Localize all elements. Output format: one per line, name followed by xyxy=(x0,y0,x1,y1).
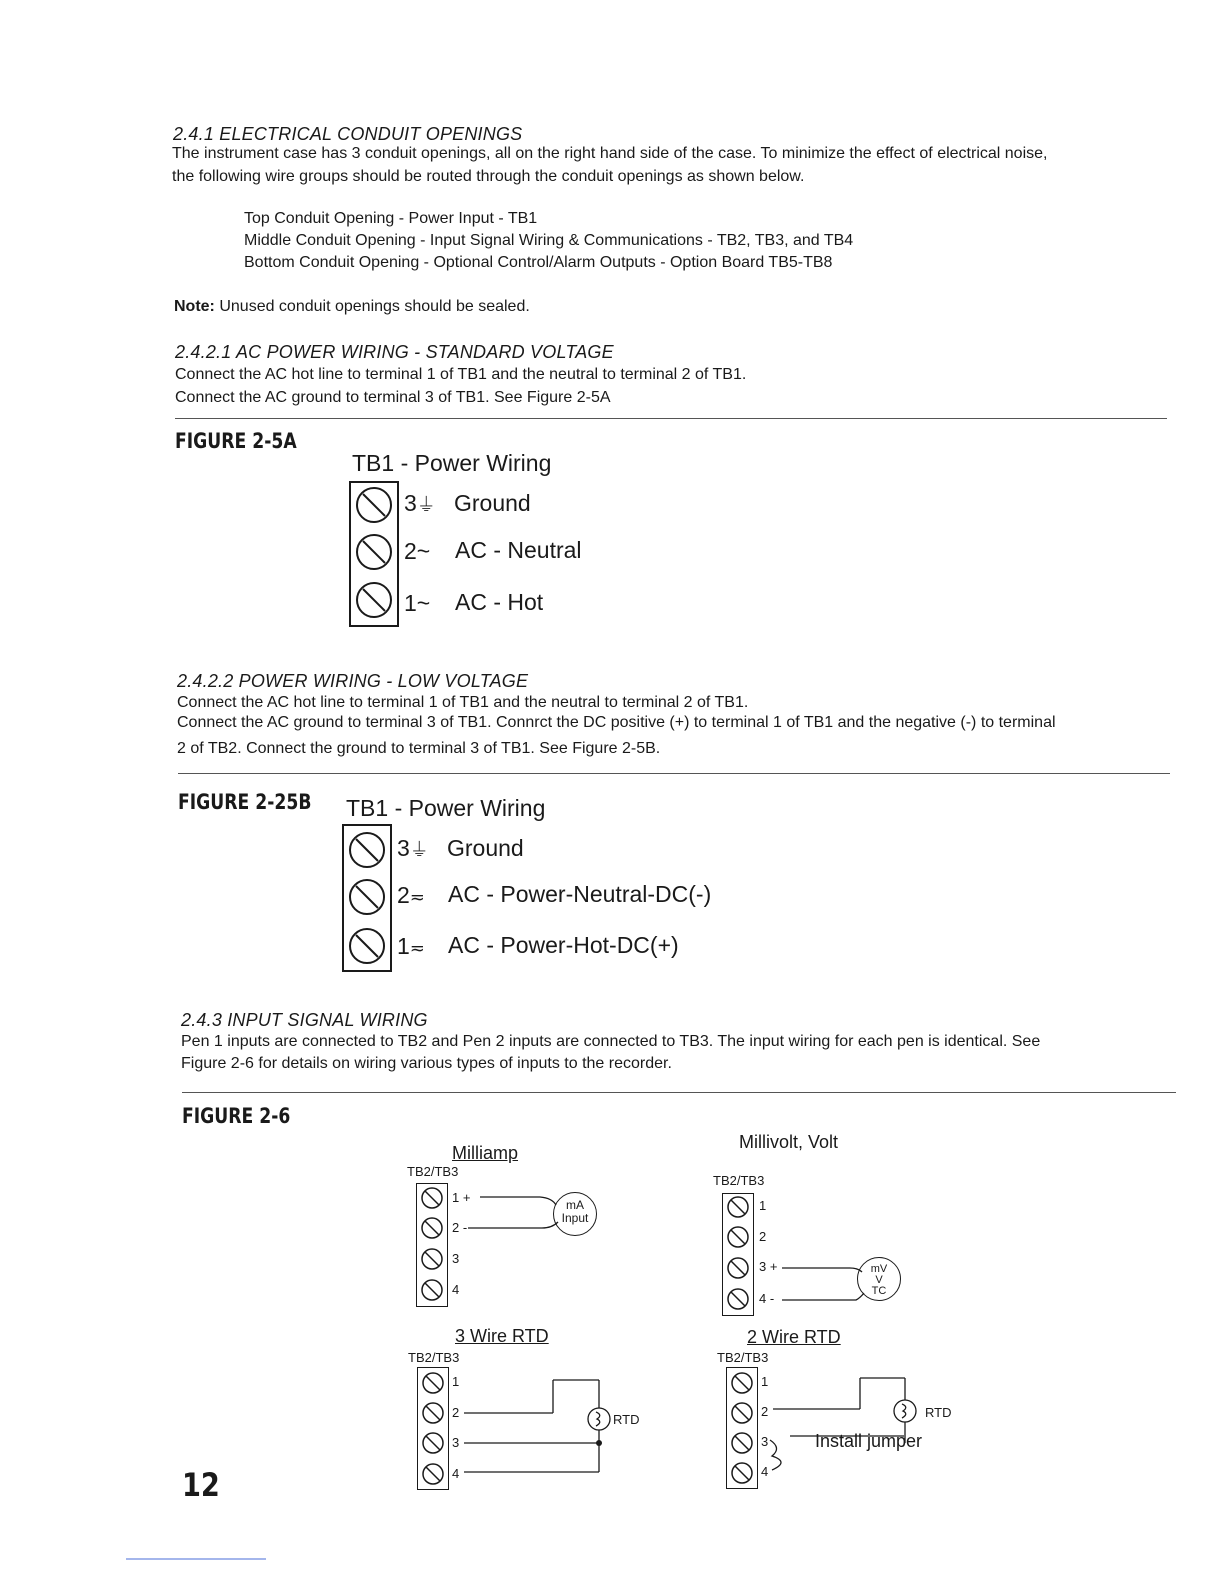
terminal-3-desc: Ground xyxy=(447,835,524,861)
rtd2-title: 2 Wire RTD xyxy=(747,1327,841,1347)
conduit-list-item-1: Top Conduit Opening - Power Input - TB1 xyxy=(244,210,538,227)
rtd3-device-label: RTD xyxy=(613,1412,640,1427)
millivolt-terminal-1: 1 xyxy=(759,1198,767,1213)
millivolt-tb-label: TB2/TB3 xyxy=(713,1173,765,1188)
milliamp-terminal-1: 1 + xyxy=(452,1190,471,1205)
milliamp-terminal-3: 3 xyxy=(452,1251,460,1266)
screw-heads-small xyxy=(422,1188,752,1484)
milliamp-terminal-2: 2 - xyxy=(452,1220,468,1235)
mv-line2: V xyxy=(875,1274,883,1286)
rtd2-terminal-2: 2 xyxy=(761,1404,769,1419)
rtd2-device-label: RTD xyxy=(925,1405,952,1420)
milliamp-title: Milliamp xyxy=(452,1143,519,1163)
section-2-4-1-para-line1: The instrument case has 3 conduit openings, all on the right hand side of the case. To minimize the effect of electrical noise, xyxy=(172,145,1048,162)
rtd3-title: 3 Wire RTD xyxy=(455,1326,549,1346)
section-2-4-3-line2: Figure 2-6 for details on wiring various types of inputs to the recorder. xyxy=(181,1055,672,1072)
section-2-4-2-1-title: 2.4.2.1 AC POWER WIRING - STANDARD VOLTAGE xyxy=(175,342,614,362)
millivolt-terminal-2: 2 xyxy=(759,1229,767,1244)
rtd3-terminal-3: 3 xyxy=(452,1435,460,1450)
millivolt-title: Millivolt, Volt xyxy=(739,1132,839,1152)
terminal-1-desc: AC - Hot xyxy=(455,589,544,615)
note-text: Unused conduit openings should be sealed. xyxy=(214,298,530,315)
section-2-4-2-1-line2: Connect the AC ground to terminal 3 of TB1. See Figure 2-5A xyxy=(175,389,611,406)
section-2-4-2-2-line3: 2 of TB2. Connect the ground to terminal 3 of TB1. See Figure 2-5B. xyxy=(177,740,661,757)
terminal-2-desc: AC - Neutral xyxy=(455,537,582,563)
section-2-4-2-1-line1: Connect the AC hot line to terminal 1 of TB1 and the neutral to terminal 2 of TB1. xyxy=(175,366,747,383)
terminal-1-hot: 1~ xyxy=(404,590,431,616)
terminal-3-desc: Ground xyxy=(454,490,531,516)
ma-input-line1: mA xyxy=(566,1198,584,1212)
section-2-4-3-line1: Pen 1 inputs are connected to TB2 and Pen 2 inputs are connected to TB3. The input wiring for each pen is identical. See xyxy=(181,1033,1041,1050)
section-2-4-3-title: 2.4.3 INPUT SIGNAL WIRING xyxy=(181,1010,428,1030)
mv-line3: TC xyxy=(871,1285,887,1297)
rtd3-terminal-2: 2 xyxy=(452,1405,460,1420)
terminal-2-neutral-dc: 2≂ xyxy=(397,882,425,908)
rtd2-terminal-1: 1 xyxy=(761,1374,769,1389)
rtd2-terminal-3: 3 xyxy=(761,1434,769,1449)
page-number: 12 xyxy=(182,1466,220,1504)
terminal-1-hot-dc: 1≂ xyxy=(397,933,425,959)
section-2-4-2-2-line1: Connect the AC hot line to terminal 1 of TB1 and the neutral to terminal 2 of TB1. xyxy=(177,694,749,711)
terminal-3-ground: 3⏚ xyxy=(404,490,436,516)
rtd2-tb-label: TB2/TB3 xyxy=(717,1350,769,1365)
millivolt-terminal-4: 4 - xyxy=(759,1291,775,1306)
wires xyxy=(464,1197,916,1472)
mv-line1: mV xyxy=(870,1263,888,1275)
install-jumper-note: Install jumper xyxy=(815,1431,923,1451)
rtd2-terminal-4: 4 xyxy=(761,1464,769,1479)
figure-2-6-label: FIGURE 2-6 xyxy=(182,1104,291,1128)
section-2-4-2-2-line2: Connect the AC ground to terminal 3 of TB1. Connrct the DC positive (+) to terminal 1 of TB1 and the negative (-) to terminal xyxy=(177,714,1056,731)
terminal-2-desc: AC - Power-Neutral-DC(-) xyxy=(448,881,712,907)
milliamp-tb-label: TB2/TB3 xyxy=(407,1164,459,1179)
conduit-list-item-2: Middle Conduit Opening - Input Signal Wiring & Communications - TB2, TB3, and TB4 xyxy=(244,232,854,249)
note-label: Note: xyxy=(174,298,215,315)
section-2-4-1-para-line2: the following wire groups should be routed through the conduit openings as shown below. xyxy=(172,168,805,185)
rtd3-terminal-4: 4 xyxy=(452,1466,460,1481)
figure-2-25b-label: FIGURE 2-25B xyxy=(178,790,312,814)
section-2-4-2-2-title: 2.4.2.2 POWER WIRING - LOW VOLTAGE xyxy=(177,671,529,691)
millivolt-terminal-3: 3 + xyxy=(759,1259,778,1274)
terminal-3-ground: 3⏚ xyxy=(397,835,429,861)
screw-heads-large xyxy=(350,488,391,963)
figure-2-25b-title: TB1 - Power Wiring xyxy=(346,795,546,821)
junction-dot xyxy=(596,1440,602,1446)
rtd3-terminal-1: 1 xyxy=(452,1374,460,1389)
milliamp-terminal-4: 4 xyxy=(452,1282,460,1297)
figure-2-5a-label: FIGURE 2-5A xyxy=(175,429,297,453)
conduit-list-item-3: Bottom Conduit Opening - Optional Control/Alarm Outputs - Option Board TB5-TB8 xyxy=(244,254,833,271)
ma-input-line2: Input xyxy=(561,1211,589,1225)
terminal-1-desc: AC - Power-Hot-DC(+) xyxy=(448,932,679,958)
figure-2-5a-title: TB1 - Power Wiring xyxy=(352,450,552,476)
section-2-4-1-title: 2.4.1 ELECTRICAL CONDUIT OPENINGS xyxy=(173,124,523,144)
terminal-2-neutral: 2~ xyxy=(404,538,431,564)
rtd3-tb-label: TB2/TB3 xyxy=(408,1350,460,1365)
